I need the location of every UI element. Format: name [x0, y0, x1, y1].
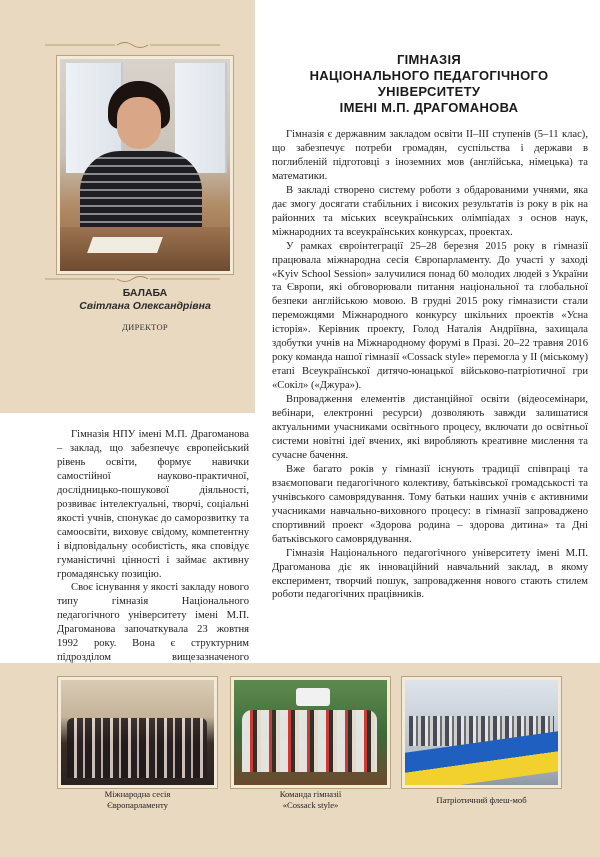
page-title [268, 52, 590, 116]
photo-cossack-style-team [231, 677, 390, 788]
gallery-caption [234, 789, 387, 811]
director-surname: БАЛАБА [122, 287, 168, 299]
title-line: ГІМНАЗІЯ [396, 52, 462, 67]
gallery-caption [405, 795, 558, 806]
director-role: ДИРЕКТОР [122, 322, 168, 332]
left-column-text [57, 428, 249, 679]
paragraph: В закладі створено систему роботи з обдарованими учнями, яка дає змогу досягати стабільних і високих результатів із року в рік на районних та міських всеукраїнських олімпіадах з основ наук, міжнародних та всеукраїнських конкурсах, проектах. [272, 184, 588, 238]
paragraph: Впровадження елементів дистанційної освіти (відеосемінари, вебінари, електронні ресурси) дозволяють завжди залишатися актуальними учасниками освітнього процесу, включати до освітньої системи новітні ідеї вчених, які виробляють креативне мислення та сучасне бачення. [272, 394, 588, 461]
ornament-bottom [45, 274, 220, 284]
gallery-caption [61, 789, 214, 811]
title-line: НАЦІОНАЛЬНОГО ПЕДАГОГІЧНОГО [309, 68, 549, 83]
title-line: ІМЕНІ М.П. ДРАГОМАНОВА [339, 100, 519, 115]
paragraph: Гімназія Національного педагогічного університету імені М.П. Драгоманова діє як інноваційний навчальний заклад, в якому експеримент, творчий пошук, запровадження нового стають стилем роботи педагогічних працівників. [272, 547, 588, 601]
title-line: УНІВЕРСИТЕТУ [377, 84, 481, 99]
photo-patriotic-flash-mob [402, 677, 561, 788]
caption-line: Міжнародна сесія [104, 789, 171, 799]
paragraph: Вже багато років у гімназії існують традиції співпраці та взаємоповаги педагогічного колективу, батьківської громадськості та учнівського самоврядування. Тому батьки наших учнів є активними учасниками навчально-виховного процесу: в гімназії запроваджено спортивний проект «Здорова родина – здорова дитина» та Дні батьківського самоврядування. [272, 463, 588, 545]
paragraph: Гімназія є державним закладом освіти ІІ–ІІІ ступенів (5–11 клас), що забезпечує потреби громадян, суспільства і держави в поглибленій підготовці з іноземних мов (англійська, німецька) та математики. [272, 129, 588, 182]
caption-line: Команда гімназії [279, 789, 342, 799]
director-name [57, 287, 233, 313]
ornament-top [45, 40, 220, 50]
caption-line: Патріотичний флеш-моб [436, 795, 527, 805]
paragraph: У рамках євроінтеграції 25–28 березня 2015 року в гімназії працювала міжнародна сесія Європарламенту. До участі у заході «Kyiv School Session» залучилися понад 60 молодих людей з України та Європи, які обговорювали питання національної та глобальної безпеки англійською мовою. В грудні 2015 року гімназисти стали переможцями Міжнародного конкурсу шкільних проектів «Усна історія». Керівник проекту, Голод Наталія Андріївна, захищала здобутки учнів на Міжнародному форумі в Празі. 20–22 травня 2016 року команда нашої гімназії «Cossack style» перемогла у ІІ (міському) етапі Всеукраїнської дитячо-юнацької військово-патріотичної гри «Сокіл» («Джура»). [272, 240, 588, 392]
photo-european-parliament-session [58, 677, 217, 788]
director-portrait-photo [57, 56, 233, 274]
paragraph: Своє існування у якості закладу нового типу гімназія Національного педагогічного університету імені М.П. Драгоманова започаткувала 23 жовтня 1992 року. Вона є структурним підрозділом вищезазначеного [57, 582, 249, 664]
director-given-names: Світлана Олександрівна [79, 300, 211, 312]
caption-line: «Cossack style» [282, 800, 339, 810]
right-column-text [272, 128, 588, 602]
paragraph: Гімназія НПУ імені М.П. Драгоманова – заклад, що забезпечує європейський рівень освіти, формує навички самостійної науково-практичної, дослідницько-пошукової діяльності, розвиває інтелектуальні, творчі, соціальні якості учнів, спонукає до саморозвитку та самоосвіти, виховує свідому, компетентну і відповідальну особистість, яка сповідує гуманістичні цінності і займає активну громадянську позицію. [57, 429, 249, 580]
caption-line: Європарламенту [107, 800, 168, 810]
